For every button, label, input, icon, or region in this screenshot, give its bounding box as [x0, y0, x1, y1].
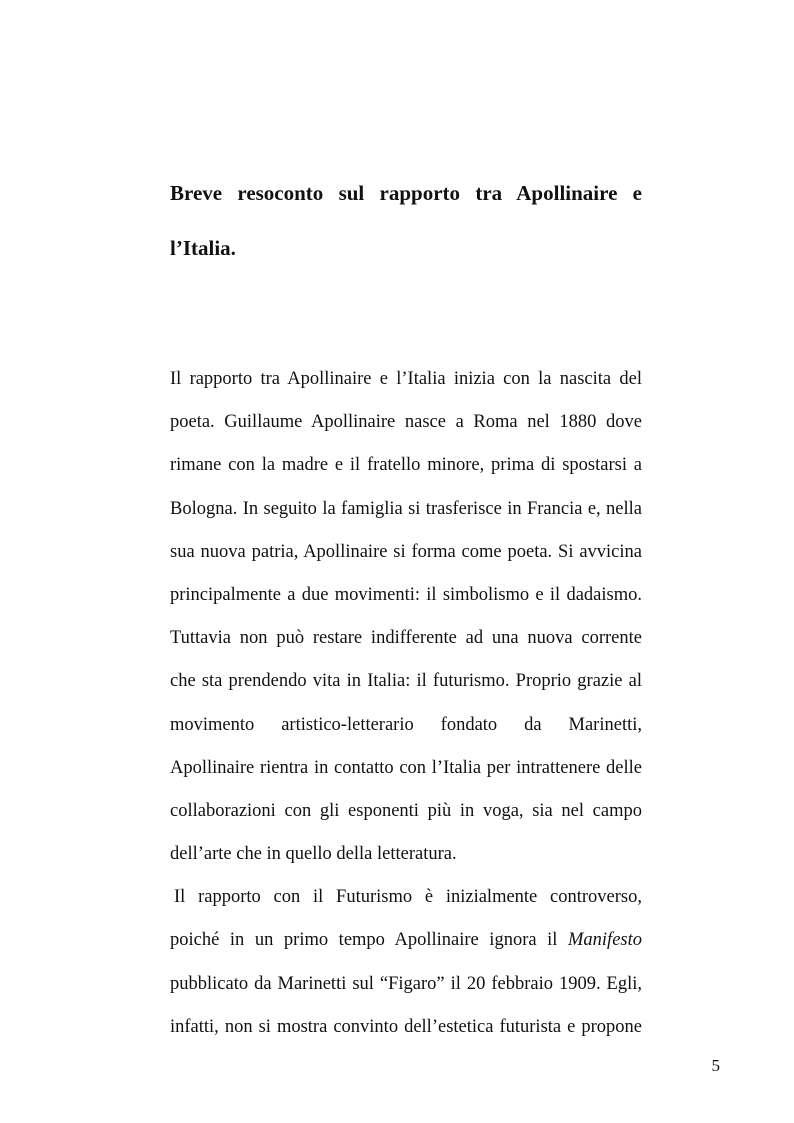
text-line: Apollinaire rientra in contatto con l’Italia per intrattenere delle — [170, 757, 642, 778]
paragraph-1 — [170, 358, 642, 876]
text-line: sua nuova patria, Apollinaire si forma come poeta. Si avvicina — [170, 541, 642, 562]
text-line: infatti, non si mostra convinto dell’estetica futurista e propone — [170, 1016, 642, 1037]
page-number: 5 — [711, 1056, 720, 1075]
text-line: che sta prendendo vita in Italia: il futurismo. Proprio grazie al — [170, 671, 642, 692]
paragraph-2 — [170, 876, 642, 1049]
text-line: Il rapporto con il Futurismo è inizialmente controverso, — [174, 887, 642, 908]
section-title: Breve resoconto sul rapporto tra Apollinaire e l’Italia. — [170, 181, 642, 260]
text-line: Tuttavia non può restare indifferente ad una nuova corrente — [170, 628, 642, 649]
text-line: rimane con la madre e il fratello minore, prima di spostarsi a — [170, 455, 642, 476]
text-line: principalmente a due movimenti: il simbolismo e il dadaismo. — [170, 584, 642, 605]
italic-title: Manifesto — [568, 930, 642, 951]
text-line: collaborazioni con gli esponenti più in voga, sia nel campo — [170, 800, 642, 821]
text-run: poiché in un primo tempo Apollinaire ignora il — [170, 930, 558, 951]
text-line: Il rapporto tra Apollinaire e l’Italia inizia con la nascita del — [170, 369, 642, 389]
text-line: movimento artistico-letterario fondato da Marinetti, — [170, 714, 642, 735]
text-line: dell’arte che in quello della letteratura. — [170, 844, 457, 865]
text-line — [170, 919, 642, 962]
text-line: poeta. Guillaume Apollinaire nasce a Roma nel 1880 dove — [170, 412, 642, 433]
text-line: pubblicato da Marinetti sul “Figaro” il 20 febbraio 1909. Egli, — [170, 973, 642, 994]
body-text — [170, 358, 642, 1049]
text-line: Bologna. In seguito la famiglia si trasferisce in Francia e, nella — [170, 498, 642, 519]
